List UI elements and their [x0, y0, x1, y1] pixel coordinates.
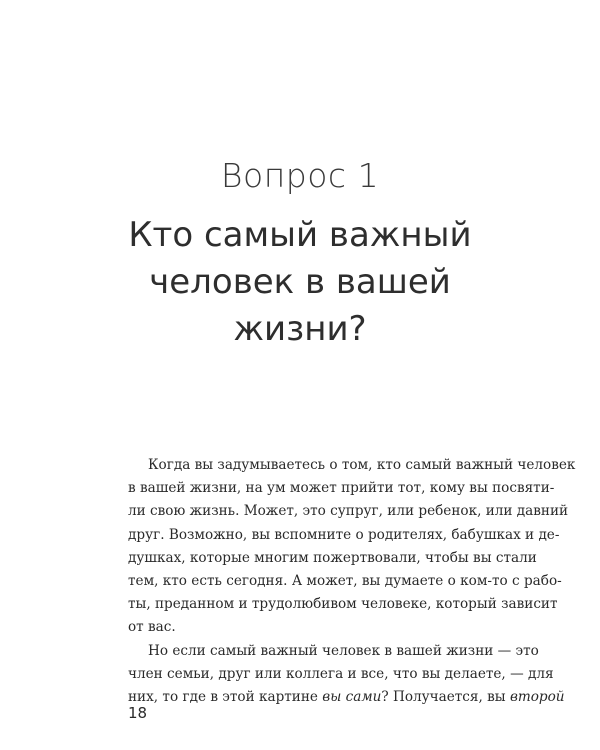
text-line: тем, кто есть сегодня. А может, вы думаете о ком-то с рабо-	[128, 573, 562, 590]
text-line: от вас.	[128, 619, 176, 636]
text-line: Когда вы задумываетесь о том, кто самый важный человек	[148, 457, 576, 473]
text-segment: ? Получается, вы	[381, 689, 510, 706]
italic-text: вы сами	[322, 689, 382, 706]
text-segment: них, то где в этой картине	[128, 689, 323, 706]
chapter-number: Вопрос 1	[220, 156, 380, 195]
chapter-title-line: жизни?	[233, 309, 367, 349]
text-line-mixed	[128, 686, 565, 709]
italic-text: второй	[509, 689, 565, 706]
page-number: 18	[128, 704, 148, 722]
text-line: ты, преданном и трудолюбивом человеке, который зависит	[128, 596, 558, 613]
text-line: член семьи, друг или коллега и все, что вы делаете, — для	[128, 665, 554, 682]
paragraph-1	[128, 454, 576, 640]
paragraph-2	[128, 640, 565, 710]
text-line: в вашей жизни, на ум может прийти тот, кому вы посвяти-	[128, 480, 555, 497]
text-line: друг. Возможно, вы вспомните о родителях, бабушках и де-	[128, 526, 560, 543]
text-line: Но если самый важный человек в вашей жизни — это	[148, 642, 539, 659]
text-line: душках, которые многим пожертвовали, чтобы вы стали	[128, 549, 537, 566]
chapter-title-line: Кто самый важный	[128, 215, 472, 255]
text-line: ли свою жизнь. Может, это супруг, или ребенок, или давний	[128, 503, 569, 520]
body-text	[128, 454, 576, 709]
chapter-title-line: человек в вашей	[149, 262, 451, 302]
chapter-title	[0, 212, 600, 353]
